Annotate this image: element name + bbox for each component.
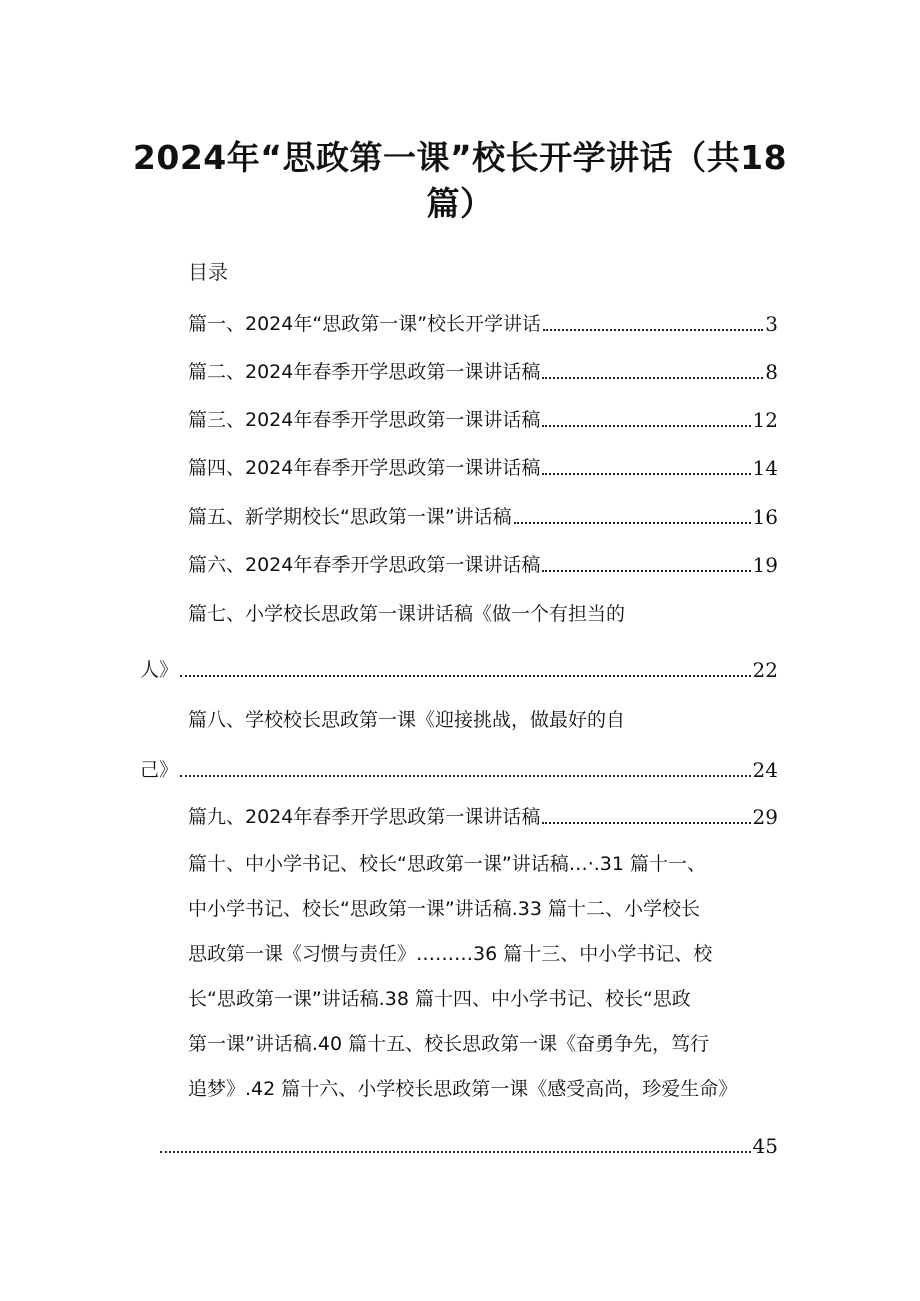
- toc-entry-label: 篇六、2024年春季开学思政第一课讲话稿: [188, 554, 541, 576]
- toc-entry-8-first-line[interactable]: 篇八、学校校长思政第一课《迎接挑战，做最好的自: [188, 709, 626, 731]
- toc-entry-label: 篇九、2024年春季开学思政第一课讲话稿: [188, 806, 541, 828]
- toc-page-number: 8: [765, 360, 778, 384]
- paragraph-line[interactable]: 中小学书记、校长“思政第一课”讲话稿.33 篇十二、小学校长: [188, 898, 700, 920]
- toc-entry-9[interactable]: [188, 803, 778, 831]
- toc-page-number: 16: [752, 505, 778, 529]
- toc-page-number: 19: [752, 553, 778, 577]
- paragraph-line[interactable]: 篇十、中小学书记、校长“思政第一课”讲话稿…·.31 篇十一、: [188, 853, 706, 875]
- toc-entry-label: 篇三、2024年春季开学思政第一课讲话稿: [188, 409, 541, 431]
- toc-leader-dots: [542, 816, 750, 824]
- toc-page-number: 24: [752, 758, 778, 782]
- toc-page-number: 12: [752, 408, 778, 432]
- toc-entry-label: 篇二、2024年春季开学思政第一课讲话稿: [188, 361, 541, 383]
- document-title-line2: 篇）: [426, 184, 494, 223]
- toc-entry-4[interactable]: [188, 454, 778, 482]
- toc-entry-3[interactable]: [188, 406, 778, 434]
- toc-entry-7-second-line[interactable]: [140, 656, 778, 684]
- paragraph-line[interactable]: 追梦》.42 篇十六、小学校长思政第一课《感受高尚，珍爱生命》: [188, 1078, 738, 1100]
- toc-leader-dots: [180, 769, 751, 777]
- toc-leader-dots: [542, 467, 750, 475]
- toc-leader-dots: [543, 323, 763, 331]
- toc-leader-dots: [542, 371, 763, 379]
- toc-leader-dots: [542, 564, 750, 572]
- toc-heading: 目录: [188, 260, 228, 284]
- toc-leader-dots: [180, 669, 751, 677]
- toc-entry-8-second-line[interactable]: [140, 756, 778, 784]
- toc-page-number: 22: [752, 658, 778, 682]
- toc-entry-2[interactable]: [188, 358, 778, 386]
- toc-entry-label: 篇五、新学期校长“思政第一课”讲话稿: [188, 506, 512, 528]
- document-title-line1: 2024年“思政第一课”校长开学讲话（共18: [132, 138, 788, 177]
- toc-leader-dots: [542, 419, 750, 427]
- toc-page-number: 3: [765, 312, 778, 336]
- toc-leader-dots: [514, 516, 751, 524]
- toc-entry-label: 人》: [140, 659, 179, 681]
- toc-entry-6[interactable]: [188, 551, 778, 579]
- toc-leader-dots: [160, 1145, 751, 1153]
- toc-runon-paragraph: [188, 842, 800, 1112]
- toc-final-leader[interactable]: [160, 1132, 778, 1160]
- paragraph-line[interactable]: 思政第一课《习惯与责任》………36 篇十三、中小学书记、校: [188, 943, 713, 965]
- toc-entry-7-first-line[interactable]: 篇七、小学校长思政第一课讲话稿《做一个有担当的: [188, 603, 626, 625]
- paragraph-line[interactable]: 长“思政第一课”讲话稿.38 篇十四、中小学书记、校长“思政: [188, 988, 691, 1010]
- toc-entry-label: 篇一、2024年“思政第一课”校长开学讲话: [188, 313, 542, 335]
- toc-page-number: 14: [752, 456, 778, 480]
- toc-entry-1[interactable]: [188, 310, 778, 338]
- toc-entry-5[interactable]: [188, 503, 778, 531]
- toc-entry-label: 篇四、2024年春季开学思政第一课讲话稿: [188, 457, 541, 479]
- paragraph-line[interactable]: 第一课”讲话稿.40 篇十五、校长思政第一课《奋勇争先，笃行: [188, 1033, 710, 1055]
- toc-entry-label: 己》: [140, 759, 179, 781]
- toc-page-number: 29: [752, 805, 778, 829]
- toc-page-number: 45: [752, 1134, 778, 1158]
